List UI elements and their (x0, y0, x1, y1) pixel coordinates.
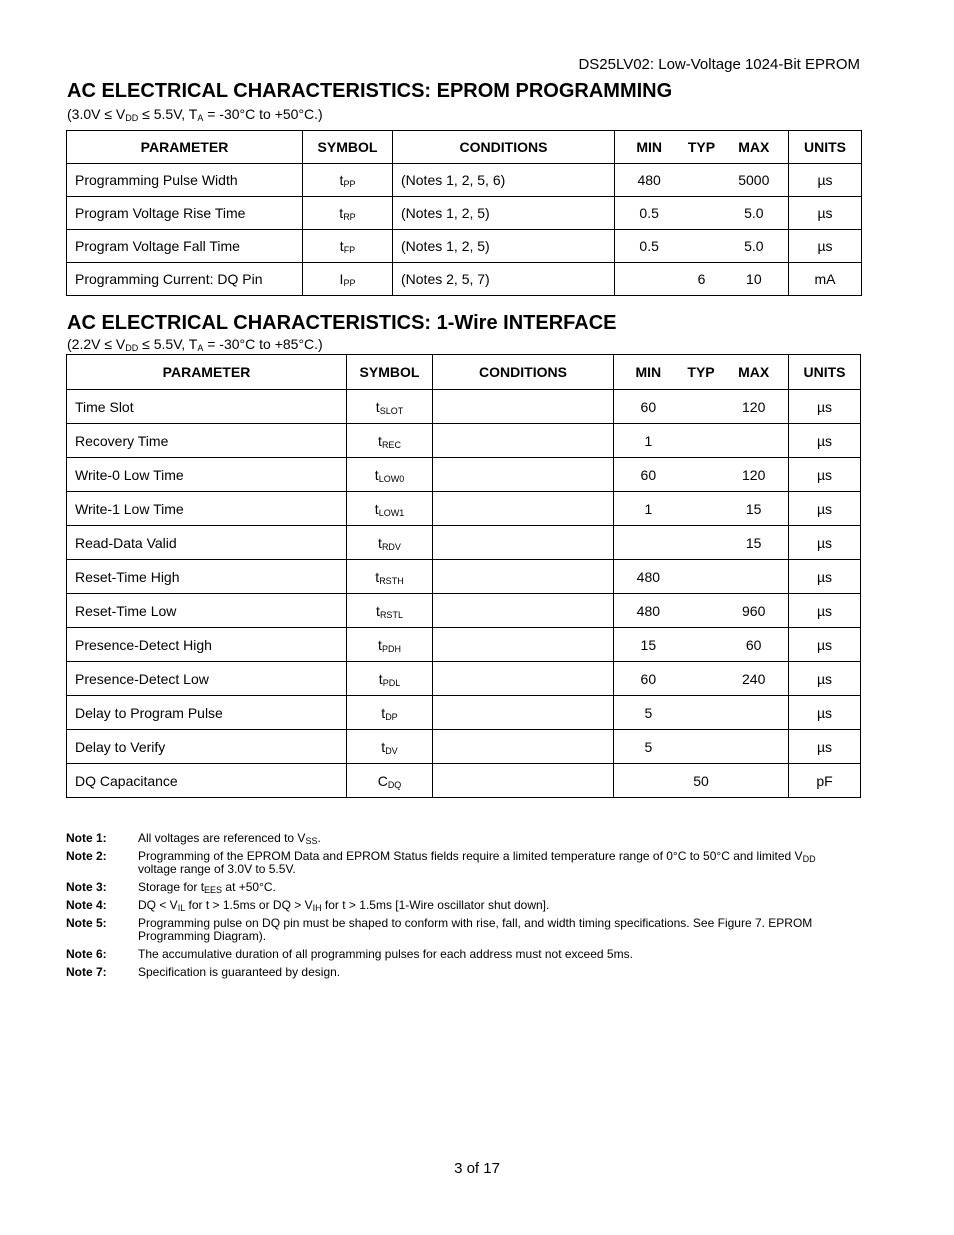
min-typ-max-cell (614, 458, 789, 492)
typ-value (675, 501, 728, 517)
table-row (67, 594, 861, 628)
symbol-cell: $t_{FP}$ (303, 230, 393, 263)
note-item (66, 881, 856, 894)
parameter-cell: Presence-Detect Low (67, 662, 347, 696)
units-cell: µs (789, 458, 861, 492)
conditions-cell (433, 390, 614, 424)
max-value: 120 (742, 466, 766, 483)
column-header-min-typ-max: MIN TYP MAX (614, 355, 789, 390)
table-row (67, 197, 862, 230)
symbol-cell: $t_{SLOT}$ (347, 390, 433, 424)
min-value: 60 (640, 398, 657, 415)
units-cell: µs (789, 197, 862, 230)
parameter-cell: Delay to Program Pulse (67, 696, 347, 730)
min-value: 1 (644, 500, 653, 517)
note-text: Specification is guaranteed by design. (138, 965, 341, 979)
min-typ-max-cell (615, 263, 789, 296)
symbol-cell: $I_{PP}$ (303, 263, 393, 296)
table-row (67, 730, 861, 764)
note-item (66, 917, 856, 943)
typ-value (675, 671, 728, 687)
table-row (67, 662, 861, 696)
symbol-cell: $t_{LOW1}$ (347, 492, 433, 526)
parameter-cell: Reset-Time High (67, 560, 347, 594)
parameter-cell: Delay to Verify (67, 730, 347, 764)
max-value (727, 433, 780, 449)
min-value: 60 (640, 670, 657, 687)
units-cell: µs (789, 730, 861, 764)
max-value (727, 739, 780, 755)
symbol-cell: $t_{LOW0}$ (347, 458, 433, 492)
conditions-cell (433, 560, 614, 594)
typ-value (675, 705, 728, 721)
column-header-units: UNITS (789, 355, 861, 390)
conditions-cell: (Notes 2, 5, 7) (393, 263, 615, 296)
table-row (67, 424, 861, 458)
parameter-cell: DQ Capacitance (67, 764, 347, 798)
min-value: 0.5 (639, 205, 659, 221)
conditions-cell (433, 696, 614, 730)
note-label: Note 6: (66, 947, 107, 961)
table-row (67, 390, 861, 424)
note-label: Note 1: (66, 831, 107, 845)
max-value: 5000 (738, 172, 770, 188)
note-item (66, 850, 856, 876)
conditions-cell (433, 662, 614, 696)
min-typ-max-cell (614, 390, 789, 424)
max-value: 5.0 (744, 205, 764, 221)
typ-value (675, 433, 728, 449)
min-value (622, 535, 675, 551)
column-header-symbol: SYMBOL (347, 355, 433, 390)
note-label: Note 5: (66, 916, 107, 930)
max-value: 10 (746, 271, 762, 287)
min-typ-max-cell (614, 730, 789, 764)
table-row (67, 696, 861, 730)
min-value (622, 773, 675, 789)
max-value: 60 (745, 636, 762, 653)
parameter-cell: Program Voltage Rise Time (67, 197, 303, 230)
units-cell: µs (789, 492, 861, 526)
column-header-parameter: PARAMETER (67, 355, 347, 390)
column-header-symbol: SYMBOL (303, 131, 393, 164)
typ-value (675, 399, 728, 415)
units-cell: µs (789, 164, 862, 197)
min-value: 5 (644, 738, 653, 755)
min-typ-max-cell (615, 164, 789, 197)
units-cell: pF (789, 764, 861, 798)
parameter-cell: Write-0 Low Time (67, 458, 347, 492)
table-header-row (67, 355, 861, 390)
column-header-units: UNITS (789, 131, 862, 164)
conditions-cell (433, 424, 614, 458)
units-cell: µs (789, 424, 861, 458)
typ-value (675, 535, 728, 551)
conditions-cell (433, 628, 614, 662)
min-typ-max-cell (614, 662, 789, 696)
parameter-cell: Presence-Detect High (67, 628, 347, 662)
section-title-1wire-interface: AC ELECTRICAL CHARACTERISTICS: 1-Wire INTERFACE (67, 312, 617, 334)
notes-list (66, 832, 856, 984)
units-cell: µs (789, 594, 861, 628)
table-row (67, 263, 862, 296)
min-value: 480 (637, 172, 661, 188)
note-text: Programming of the EPROM Data and EPROM Status fields require a limited temperature range of 0°C to 50°C and limited $V_{DD}$ voltage range of 3.0V to 5.5V. (138, 849, 816, 876)
max-value (727, 773, 780, 789)
table-row (67, 628, 861, 662)
units-cell: µs (789, 696, 861, 730)
symbol-cell: $t_{RDV}$ (347, 526, 433, 560)
max-value: 15 (745, 500, 762, 517)
min-value: 15 (640, 636, 657, 653)
symbol-cell: $t_{REC}$ (347, 424, 433, 458)
table-row (67, 560, 861, 594)
conditions-cell: (Notes 1, 2, 5, 6) (393, 164, 615, 197)
document-header-title: DS25LV02: Low-Voltage 1024-Bit EPROM (578, 56, 860, 73)
parameter-cell: Program Voltage Fall Time (67, 230, 303, 263)
min-typ-max-cell (615, 230, 789, 263)
conditions-cell (433, 764, 614, 798)
min-typ-max-cell (614, 628, 789, 662)
min-value: 1 (644, 432, 653, 449)
table-row (67, 164, 862, 197)
table-row (67, 458, 861, 492)
units-cell: µs (789, 628, 861, 662)
typ-value (675, 637, 728, 653)
note-label: Note 2: (66, 849, 107, 863)
typ-value (675, 172, 727, 188)
note-label: Note 4: (66, 898, 107, 912)
units-cell: µs (789, 526, 861, 560)
typ-value (675, 739, 728, 755)
min-typ-max-cell (614, 696, 789, 730)
table-row (67, 230, 862, 263)
max-value: 5.0 (744, 238, 764, 254)
note-text: The accumulative duration of all programming pulses for each address must not exceed 5ms. (138, 947, 633, 961)
min-typ-max-cell (614, 424, 789, 458)
symbol-cell: $t_{PDL}$ (347, 662, 433, 696)
min-typ-max-cell (614, 492, 789, 526)
note-item (66, 966, 856, 979)
column-header-conditions: CONDITIONS (393, 131, 615, 164)
typ-value (675, 238, 727, 254)
min-value: 60 (640, 466, 657, 483)
parameter-cell: Write-1 Low Time (67, 492, 347, 526)
conditions-cell (433, 526, 614, 560)
typ-value (675, 467, 728, 483)
parameter-cell: Read-Data Valid (67, 526, 347, 560)
min-value: 0.5 (639, 238, 659, 254)
section-title-eprom-programming: AC ELECTRICAL CHARACTERISTICS: EPROM PROGRAMMING (67, 80, 673, 102)
symbol-cell: $t_{PP}$ (303, 164, 393, 197)
section-conditions-eprom-programming: ($3.0V \le V_{DD} \le 5.5V$, $T_A = -30^\circ C$ to +50°C.) (67, 106, 323, 123)
units-cell: µs (789, 230, 862, 263)
conditions-cell (433, 492, 614, 526)
column-header-parameter: PARAMETER (67, 131, 303, 164)
note-item (66, 899, 856, 912)
max-value (727, 705, 780, 721)
max-value: 15 (745, 534, 762, 551)
conditions-cell: (Notes 1, 2, 5) (393, 197, 615, 230)
note-text: Storage for $t_{EES}$ at +50°C. (138, 880, 276, 895)
conditions-cell (433, 594, 614, 628)
parameter-cell: Programming Current: DQ Pin (67, 263, 303, 296)
units-cell: mA (789, 263, 862, 296)
symbol-cell: $t_{RSTH}$ (347, 560, 433, 594)
symbol-cell: $t_{DV}$ (347, 730, 433, 764)
table-row (67, 526, 861, 560)
min-value: 480 (636, 602, 661, 619)
min-typ-max-cell (614, 764, 789, 798)
table-row (67, 764, 861, 798)
symbol-cell: $t_{DP}$ (347, 696, 433, 730)
column-header-conditions: CONDITIONS (433, 355, 614, 390)
typ-value (675, 569, 728, 585)
parameter-cell: Time Slot (67, 390, 347, 424)
min-value: 480 (636, 568, 661, 585)
table-header-row (67, 131, 862, 164)
max-value: 960 (742, 602, 766, 619)
conditions-cell (433, 730, 614, 764)
typ-value (675, 205, 727, 221)
1wire-interface-table (66, 354, 861, 798)
conditions-cell (433, 458, 614, 492)
table-row (67, 492, 861, 526)
max-value: 120 (742, 398, 766, 415)
typ-value: 6 (697, 271, 706, 287)
parameter-cell: Reset-Time Low (67, 594, 347, 628)
conditions-cell: (Notes 1, 2, 5) (393, 230, 615, 263)
page-number: 3 of 17 (454, 1160, 500, 1177)
max-value: 240 (742, 670, 766, 687)
parameter-cell: Recovery Time (67, 424, 347, 458)
symbol-cell: $t_{PDH}$ (347, 628, 433, 662)
note-label: Note 7: (66, 965, 107, 979)
column-header-min-typ-max: MIN TYP MAX (615, 131, 789, 164)
eprom-programming-table (66, 130, 862, 296)
min-typ-max-cell (614, 560, 789, 594)
symbol-cell: $t_{RSTL}$ (347, 594, 433, 628)
min-value (623, 271, 675, 287)
max-value (727, 569, 780, 585)
min-typ-max-cell (615, 197, 789, 230)
section-conditions-1wire-interface: ($2.2V \le V_{DD} \le 5.5V$, $T_A = -30^\circ C$ to +85°C.) (67, 336, 323, 353)
units-cell: µs (789, 390, 861, 424)
min-typ-max-cell (614, 594, 789, 628)
note-text: All voltages are referenced to $V_{SS}$. (138, 831, 321, 846)
units-cell: µs (789, 662, 861, 696)
typ-value (675, 603, 728, 619)
parameter-cell: Programming Pulse Width (67, 164, 303, 197)
symbol-cell: $t_{RP}$ (303, 197, 393, 230)
min-typ-max-cell (614, 526, 789, 560)
note-text: Programming pulse on DQ pin must be shaped to conform with rise, fall, and width timing specifications. See Figure 7. EPROM Programming Diagram). (138, 916, 813, 943)
note-item (66, 948, 856, 961)
units-cell: µs (789, 560, 861, 594)
note-item (66, 832, 856, 845)
symbol-cell: $C_{DQ}$ (347, 764, 433, 798)
typ-value: 50 (693, 772, 709, 789)
note-text: DQ < $V_{IL}$ for t > 1.5ms or DQ > $V_{IH}$ for t > 1.5ms [1-Wire oscillator shut down]. (138, 898, 550, 913)
note-label: Note 3: (66, 880, 107, 894)
min-value: 5 (644, 704, 653, 721)
